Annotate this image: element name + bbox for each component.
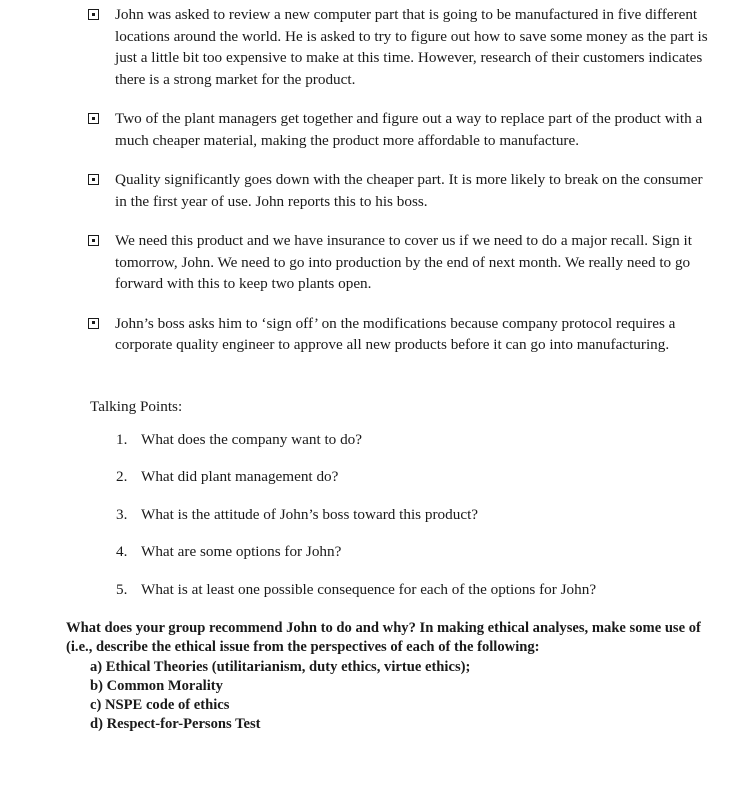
- scenario-bullet-text: We need this product and we have insurance to cover us if we need to do a major recall. Sign it tomorrow, John. We need to go into production by the end of next month. We really need to go forward with this to keep two plants open.: [115, 232, 692, 292]
- talking-points-list: [116, 429, 596, 616]
- talking-point-item: [116, 429, 596, 466]
- talking-point-number: 3.: [116, 505, 128, 523]
- scenario-bullet-text: John was asked to review a new computer part that is going to be manufactured in five different locations around the world. He is asked to try to figure out how to save some money as the part is just a little bit too expensive to make at this time. However, research of their customers indicates there is a strong market for the product.: [115, 6, 708, 88]
- scenario-bullet: [88, 169, 708, 212]
- recommendation-item: c) NSPE code of ethics: [90, 697, 230, 714]
- talking-point-number: 5.: [116, 580, 128, 598]
- recommendation-item: b) Common Morality: [90, 677, 223, 694]
- talking-point-item: [116, 504, 596, 541]
- recommendation-item: d) Respect-for-Persons Test: [90, 716, 261, 733]
- square-bullet-icon: [88, 174, 99, 185]
- talking-point-text: What is at least one possible consequence for each of the options for John?: [141, 580, 597, 598]
- scenario-bullet-list: [88, 4, 708, 374]
- square-bullet-icon: [88, 235, 99, 246]
- scenario-bullet-text: John’s boss asks him to ‘sign off’ on the modifications because company protocol requires a corporate quality engineer to approve all new products before it can go into manufacturing.: [115, 314, 676, 353]
- scenario-bullet: [88, 4, 708, 90]
- talking-point-item: [116, 466, 596, 503]
- talking-point-number: 1.: [116, 431, 128, 448]
- talking-point-text: What are some options for John?: [141, 543, 342, 561]
- recommendation-item: a) Ethical Theories (utilitarianism, duty ethics, virtue ethics);: [90, 658, 471, 675]
- talking-point-item: [116, 579, 596, 616]
- recommendation-prompt: What does your group recommend John to do and why? In making ethical analyses, make some use of (i.e., describe the ethical issue from the perspectives of each of the following:: [66, 620, 701, 656]
- square-bullet-icon: [88, 9, 99, 20]
- talking-point-number: 4.: [116, 543, 128, 561]
- square-bullet-icon: [88, 318, 99, 329]
- talking-point-number: 2.: [116, 468, 128, 486]
- talking-point-text: What does the company want to do?: [141, 431, 362, 448]
- talking-point-text: What is the attitude of John’s boss toward this product?: [141, 505, 479, 523]
- scenario-bullet: [88, 230, 708, 295]
- scenario-bullet-text: Two of the plant managers get together and figure out a way to replace part of the product with a much cheaper material, making the product more affordable to manufacture.: [115, 110, 703, 149]
- scenario-bullet: [88, 313, 708, 356]
- scenario-bullet-text: Quality significantly goes down with the cheaper part. It is more likely to break on the consumer in the first year of use. John reports this to his boss.: [115, 171, 703, 210]
- talking-point-text: What did plant management do?: [141, 468, 339, 486]
- recommendation-list: [66, 658, 706, 735]
- talking-points-heading: Talking Points:: [90, 398, 183, 415]
- recommendation-section: [66, 619, 706, 735]
- talking-point-item: [116, 541, 596, 578]
- square-bullet-icon: [88, 113, 99, 124]
- scenario-bullet: [88, 108, 708, 151]
